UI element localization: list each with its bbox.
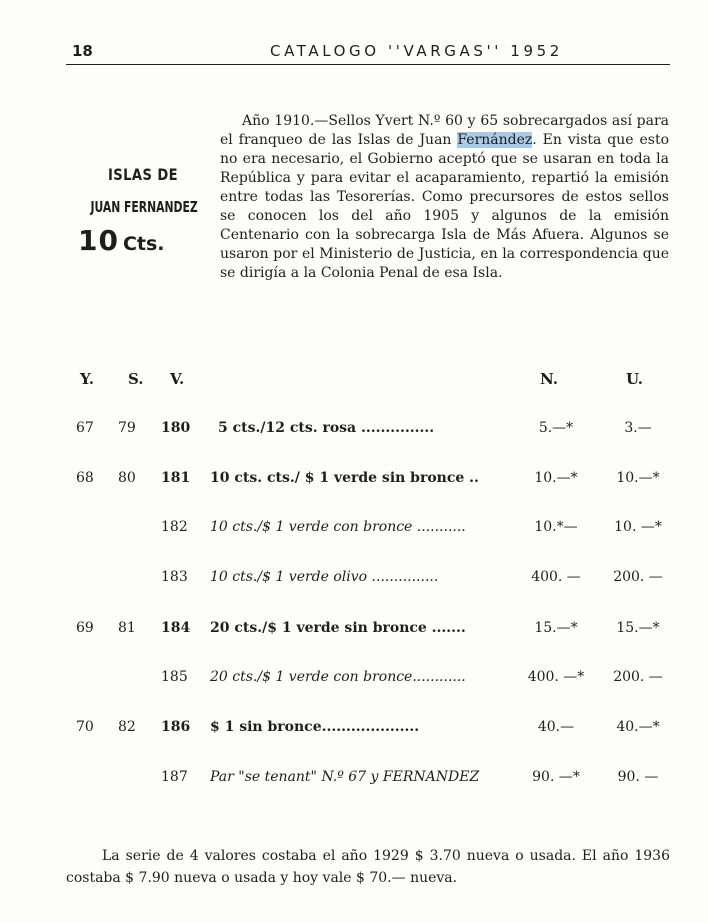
cell-nueva: 5.—* bbox=[538, 420, 574, 436]
running-title: CATALOGO ''VARGAS'' 1952 bbox=[270, 42, 563, 60]
cell-nueva: 10.*— bbox=[534, 519, 578, 535]
column-header-nueva: N. bbox=[540, 370, 558, 388]
footer-paragraph bbox=[66, 845, 670, 889]
cell-scott: 82 bbox=[118, 719, 136, 735]
intro-text-end: . En vista que esto no era necesario, el Gobierno aceptó que se usaran en toda la República y para evitar el acaparamiento, repartió la emisión entre todas las Tesorerías. Como precursores de estos sellos se conocen los del año 1905 y algunos de la emisión Centenario con la sobrecarga Isla de Más Afuera. Algunos se usaron por el Ministerio de Justicia, en la correspondencia que se dirigía a la Colonia Penal de esa Isla. bbox=[220, 132, 669, 281]
cell-usada: 10.—* bbox=[616, 470, 660, 486]
column-header-usada: U. bbox=[626, 370, 643, 388]
table-row bbox=[0, 769, 708, 789]
cell-nueva: 90. —* bbox=[532, 769, 580, 785]
cell-vargas: 186 bbox=[161, 719, 191, 735]
table-row bbox=[0, 719, 708, 739]
table-row bbox=[0, 620, 708, 640]
cell-description: 20 cts./$ 1 verde sin bronce ....... bbox=[210, 620, 466, 636]
table-row bbox=[0, 669, 708, 689]
page-number: 18 bbox=[72, 42, 93, 60]
cell-usada: 40.—* bbox=[616, 719, 660, 735]
cell-usada: 10. —* bbox=[614, 519, 662, 535]
cell-usada: 3.— bbox=[624, 420, 652, 436]
column-header-scott: S. bbox=[128, 370, 144, 388]
cell-usada: 15.—* bbox=[616, 620, 660, 636]
overprint-value-line bbox=[70, 224, 216, 257]
cell-usada: 200. — bbox=[613, 669, 663, 685]
table-row bbox=[0, 569, 708, 589]
cell-description: $ 1 sin bronce.................... bbox=[210, 719, 420, 735]
cell-yvert: 67 bbox=[76, 420, 94, 436]
cell-scott: 79 bbox=[118, 420, 136, 436]
cell-description: 20 cts./$ 1 verde con bronce............ bbox=[210, 669, 466, 685]
intro-paragraph bbox=[220, 112, 669, 283]
column-header-yvert: Y. bbox=[80, 370, 94, 388]
cell-vargas: 185 bbox=[161, 669, 188, 685]
cell-description: 10 cts./$ 1 verde con bronce ........... bbox=[210, 519, 466, 535]
table-row bbox=[0, 470, 708, 490]
header-rule bbox=[66, 64, 670, 65]
overprint-unit: Cts. bbox=[122, 233, 165, 255]
cell-vargas: 184 bbox=[161, 620, 191, 636]
cell-description: 10 cts./$ 1 verde olivo ............... bbox=[210, 569, 439, 585]
cell-nueva: 15.—* bbox=[534, 620, 578, 636]
cell-nueva: 400. — bbox=[531, 569, 581, 585]
cell-vargas: 181 bbox=[161, 470, 191, 486]
table-row bbox=[0, 519, 708, 539]
cell-description: 10 cts. cts./ $ 1 verde sin bronce .. bbox=[210, 470, 479, 486]
cell-vargas: 180 bbox=[161, 420, 191, 436]
cell-description: 5 cts./12 cts. rosa ............... bbox=[218, 420, 435, 436]
cell-usada: 90. — bbox=[617, 769, 659, 785]
cell-usada: 200. — bbox=[613, 569, 663, 585]
overprint-illustration bbox=[70, 165, 216, 257]
overprint-line-juan-fernandez: JUAN FERNANDEZ bbox=[90, 198, 198, 216]
selected-text-highlight[interactable]: Fernández bbox=[457, 132, 533, 148]
cell-yvert: 69 bbox=[76, 620, 94, 636]
table-row bbox=[0, 420, 708, 440]
cell-yvert: 70 bbox=[76, 719, 94, 735]
cell-description: Par "se tenant" N.º 67 y FERNANDEZ bbox=[210, 769, 480, 785]
overprint-line-islas: ISLAS DE bbox=[107, 165, 178, 184]
cell-scott: 80 bbox=[118, 470, 136, 486]
cell-scott: 81 bbox=[118, 620, 136, 636]
cell-nueva: 400. —* bbox=[527, 669, 585, 685]
cell-vargas: 182 bbox=[161, 519, 188, 535]
overprint-value: 10 bbox=[78, 224, 119, 257]
footer-text: La serie de 4 valores costaba el año 1929 $ 3.70 nueva o usada. El año 1936 costaba $ 7.90 nueva o usada y hoy vale $ 70.— nueva. bbox=[66, 848, 670, 886]
cell-vargas: 187 bbox=[161, 769, 188, 785]
cell-vargas: 183 bbox=[161, 569, 188, 585]
cell-nueva: 10.—* bbox=[534, 470, 578, 486]
column-header-vargas: V. bbox=[170, 370, 185, 388]
cell-nueva: 40.— bbox=[537, 719, 575, 735]
intro-text-start: Año 1910.—Sellos Yvert N.º 60 y 65 sobrecargados así para el franqueo de las Islas de Juan bbox=[220, 113, 669, 148]
cell-yvert: 68 bbox=[76, 470, 94, 486]
